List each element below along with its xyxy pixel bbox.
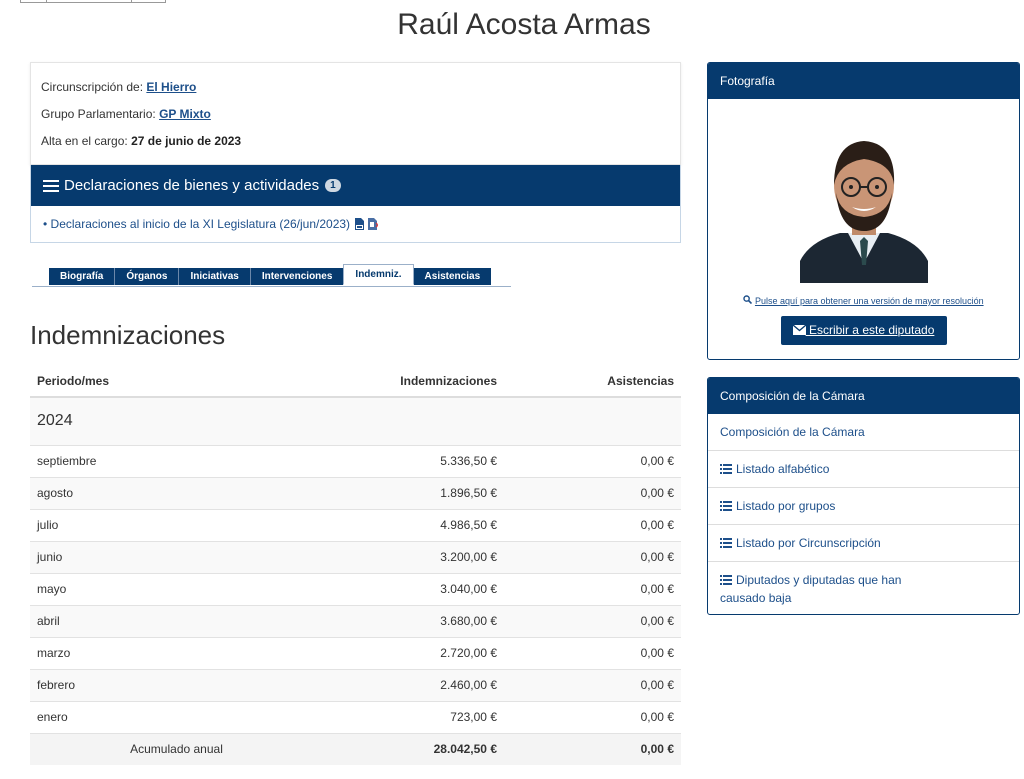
list-icon	[720, 501, 732, 511]
alta-row	[41, 128, 670, 155]
list-icon	[43, 179, 59, 193]
declarations-body	[31, 206, 680, 242]
col-header-periodo: Periodo/mes	[30, 365, 270, 397]
tab-strip	[49, 268, 491, 285]
list-icon	[720, 464, 732, 474]
year-row	[30, 397, 681, 445]
table-row	[30, 669, 681, 701]
total-row	[30, 733, 681, 765]
table-row	[30, 509, 681, 541]
cell-asistencia: 0,00 €	[504, 605, 681, 637]
declarations-count-badge: 1	[325, 179, 341, 192]
cell-asistencia: 0,00 €	[504, 669, 681, 701]
cell-month: mayo	[30, 573, 270, 605]
page-title: Raúl Acosta Armas	[397, 8, 651, 41]
table-row	[30, 445, 681, 477]
cell-month: enero	[30, 701, 270, 733]
circunscripcion-list-label: Listado por Circunscripción	[736, 536, 881, 550]
table-row	[30, 637, 681, 669]
circunscripcion-row	[41, 74, 670, 101]
grupo-link[interactable]: GP Mixto	[159, 107, 211, 121]
deputy-info-box	[30, 62, 681, 165]
total-label: Acumulado anual	[30, 733, 270, 765]
cell-month: junio	[30, 541, 270, 573]
former-deputies-label: Diputados y diputadas que han causado baja	[720, 573, 902, 605]
composition-link[interactable]: Composición de la Cámara	[720, 425, 865, 439]
hires-row	[708, 295, 1019, 306]
groups-list-label: Listado por grupos	[736, 499, 836, 513]
alphabetical-list-link[interactable]	[708, 450, 1019, 487]
cell-asistencia: 0,00 €	[504, 701, 681, 733]
table-header-row	[30, 365, 681, 397]
alphabetical-list-label: Listado alfabético	[736, 462, 830, 476]
cell-asistencia: 0,00 €	[504, 477, 681, 509]
tab-iniciativas[interactable]: Iniciativas	[178, 268, 249, 285]
composition-list	[708, 414, 1019, 615]
tab-asistencias[interactable]: Asistencias	[414, 268, 492, 285]
declarations-header	[31, 165, 680, 206]
cell-asistencia: 0,00 €	[504, 541, 681, 573]
cell-indemnizacion: 2.460,00 €	[270, 669, 504, 701]
magnifier-icon	[743, 295, 752, 304]
section-title: Indemnizaciones	[30, 320, 226, 350]
cell-indemnizacion: 5.336,50 €	[270, 445, 504, 477]
photo-panel-header: Fotografía	[708, 63, 1019, 99]
col-header-indemnizaciones: Indemnizaciones	[270, 365, 504, 397]
indemnizaciones-table	[30, 365, 681, 765]
cell-indemnizacion: 3.680,00 €	[270, 605, 504, 637]
write-deputy-button[interactable]	[781, 316, 947, 345]
grupo-row	[41, 101, 670, 128]
cell-indemnizacion: 3.040,00 €	[270, 573, 504, 605]
cell-asistencia: 0,00 €	[504, 573, 681, 605]
alta-date: 27 de junio de 2023	[131, 134, 242, 148]
groups-list-link[interactable]	[708, 487, 1019, 524]
photo-panel	[707, 62, 1020, 360]
cell-month: abril	[30, 605, 270, 637]
table-row	[30, 477, 681, 509]
tab-indemnizaciones[interactable]: Indemniz.	[343, 264, 413, 285]
declarations-panel	[30, 165, 681, 243]
alta-label: Alta en el cargo:	[41, 134, 132, 148]
tab-intervenciones[interactable]: Intervenciones	[250, 268, 344, 285]
pdf-file-icon[interactable]	[354, 218, 364, 230]
grupo-label: Grupo Parlamentario:	[41, 107, 160, 121]
declaration-link[interactable]: • Declaraciones al inicio de la XI Legislatura (26/jun/2023)	[43, 217, 351, 231]
declarations-title: Declaraciones de bienes y actividades	[64, 177, 320, 194]
list-icon	[720, 575, 732, 585]
total-indemnizaciones: 28.042,50 €	[270, 733, 504, 765]
tab-organos[interactable]: Órganos	[114, 268, 178, 285]
deputy-photo	[800, 123, 928, 283]
circunscripcion-link[interactable]: El Hierro	[146, 80, 197, 94]
composition-panel-header: Composición de la Cámara	[708, 378, 1019, 414]
hires-photo-link[interactable]: Pulse aquí para obtener una versión de mayor resolución	[754, 296, 984, 306]
cell-indemnizacion: 3.200,00 €	[270, 541, 504, 573]
tab-bar	[32, 265, 511, 287]
table-row	[30, 701, 681, 733]
tab-biografia[interactable]: Biografía	[49, 268, 114, 285]
composition-panel	[707, 377, 1020, 615]
circunscripcion-list-link[interactable]	[708, 524, 1019, 561]
cell-month: agosto	[30, 477, 270, 509]
cell-month: septiembre	[30, 445, 270, 477]
cell-month: febrero	[30, 669, 270, 701]
top-nav-stub	[20, 0, 166, 3]
former-deputies-link[interactable]	[708, 561, 1019, 615]
list-icon	[720, 538, 732, 548]
write-deputy-label: Escribir a este diputado	[808, 323, 935, 337]
cell-asistencia: 0,00 €	[504, 637, 681, 669]
table-row	[30, 541, 681, 573]
cell-indemnizacion: 4.986,50 €	[270, 509, 504, 541]
envelope-icon	[793, 325, 806, 335]
left-column	[30, 62, 681, 243]
total-asistencias: 0,00 €	[504, 733, 681, 765]
year-label: 2024	[30, 397, 681, 445]
circunscripcion-label: Circunscripción de:	[41, 80, 147, 94]
cell-asistencia: 0,00 €	[504, 445, 681, 477]
portrait-image	[800, 123, 928, 283]
cell-indemnizacion: 2.720,00 €	[270, 637, 504, 669]
audio-file-icon[interactable]	[368, 218, 380, 230]
cell-month: marzo	[30, 637, 270, 669]
cell-asistencia: 0,00 €	[504, 509, 681, 541]
cell-indemnizacion: 1.896,50 €	[270, 477, 504, 509]
cell-month: julio	[30, 509, 270, 541]
table-row	[30, 573, 681, 605]
table-row	[30, 605, 681, 637]
col-header-asistencias: Asistencias	[504, 365, 681, 397]
cell-indemnizacion: 723,00 €	[270, 701, 504, 733]
